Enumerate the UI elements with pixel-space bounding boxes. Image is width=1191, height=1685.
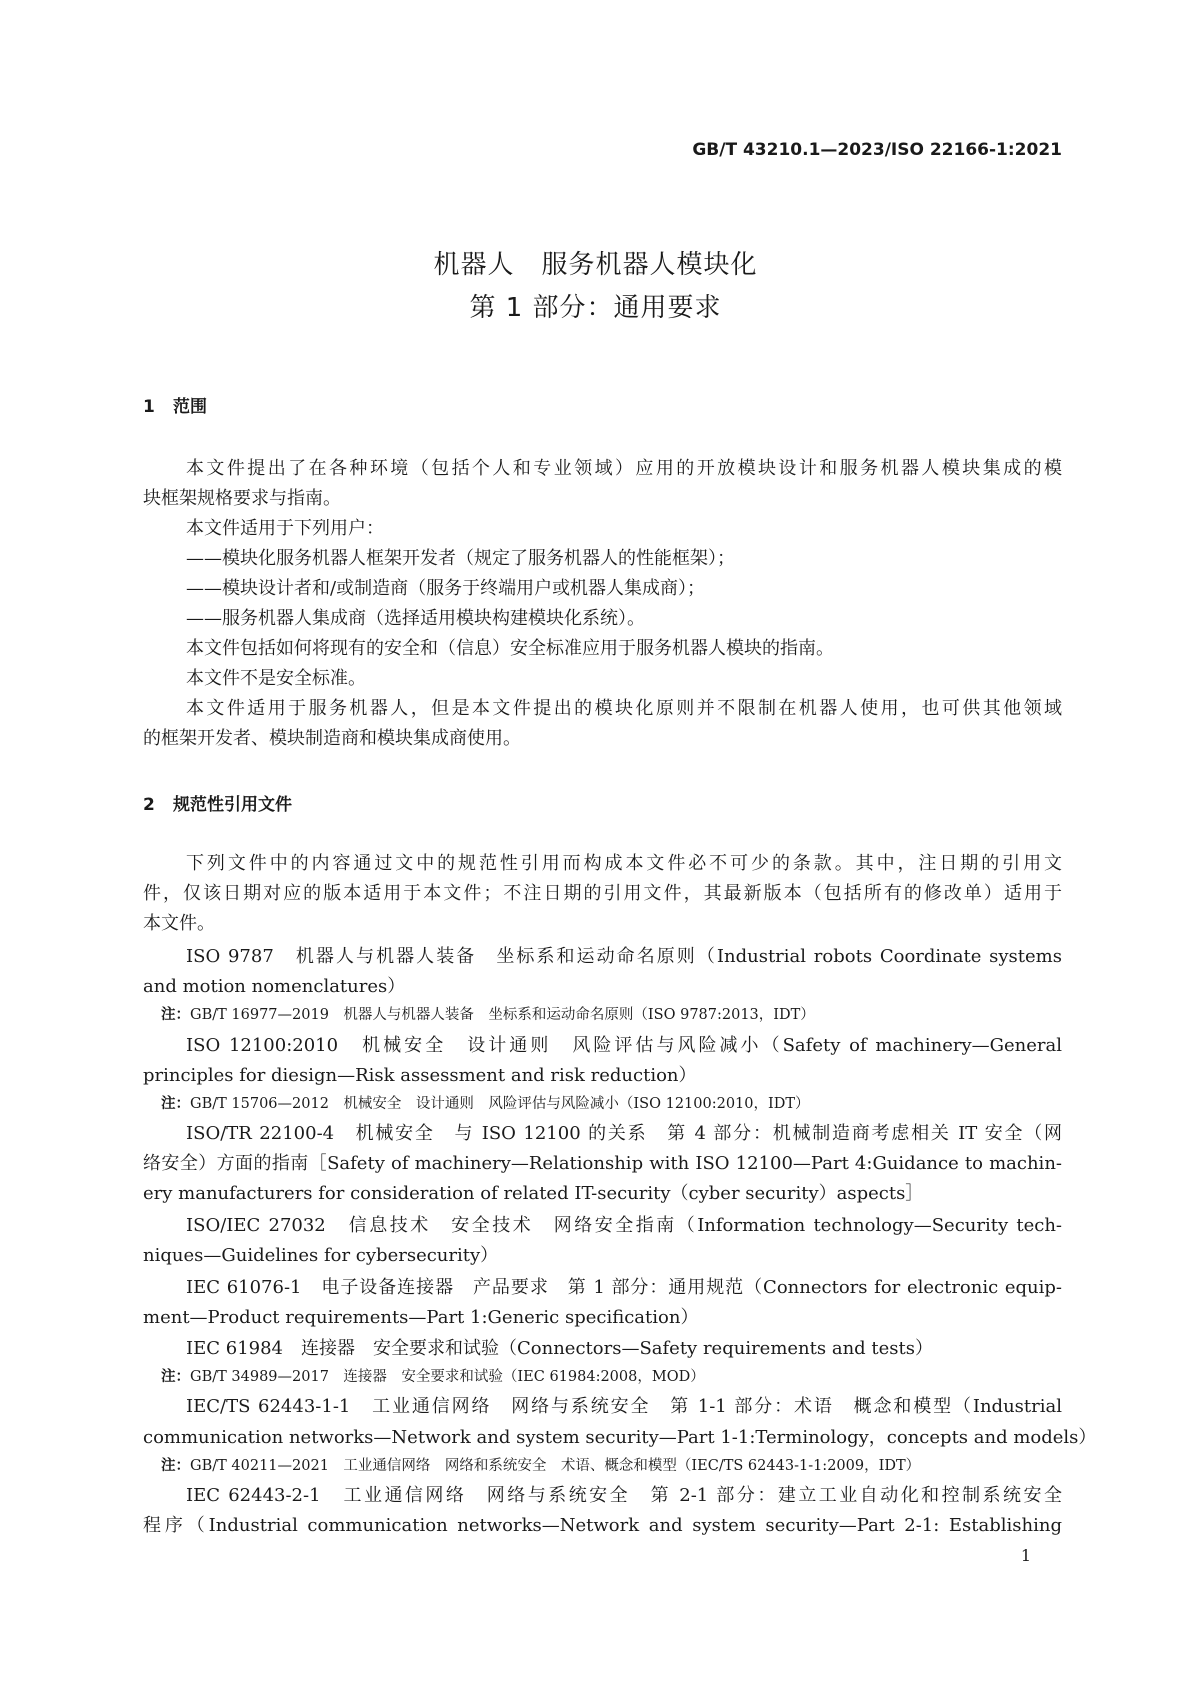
section-title: 规范性引用文件 [173,795,292,815]
reference-line: IEC 61076-1 电子设备连接器 产品要求 第 1 部分：通用规范（Connectors for electronic equip- [186,1277,1062,1298]
reference-note [161,1000,1062,1030]
paragraph-line: 本文件不是安全标准。 [186,668,366,689]
reference-line: IEC 62443-2-1 工业通信网络 网络与系统安全 第 2-1 部分：建立工业自动化和控制系统安全 [186,1485,1062,1506]
reference-note [161,1451,1062,1481]
reference-line: ISO 12100:2010 机械安全 设计通则 风险评估与风险减小（Safety of machinery—General [186,1035,1062,1056]
list-item: ——模块化服务机器人框架开发者（规定了服务机器人的性能框架）； [186,548,735,569]
reference-line: ment—Product requirements—Part 1:Generic specification） [143,1307,699,1328]
list-item: ——模块设计者和/或制造商（服务于终端用户或机器人集成商）； [186,578,706,599]
reference-line: ISO/IEC 27032 信息技术 安全技术 网络安全指南（Information technology—Security tech- [186,1215,1062,1236]
title-line-1: 机器人 服务机器人模块化 [433,250,758,280]
reference-line: IEC 61984 连接器 安全要求和试验（Connectors—Safety requirements and tests） [186,1338,933,1359]
reference-line: niques—Guidelines for cybersecurity） [143,1245,499,1266]
note-label: 注： [161,1096,190,1112]
paragraph-line: 块框架规格要求与指南。 [143,488,341,509]
reference-note [161,1362,1062,1392]
paragraph-line: 本文件提出了在各种环境（包括个人和专业领域）应用的开放模块设计和服务机器人模块集成的模 [186,458,1062,479]
reference-line: 络安全）方面的指南［Safety of machinery—Relationship with ISO 12100—Part 4:Guidance to machin- [143,1153,1062,1174]
reference-line: communication networks—Network and system security—Part 1-1:Terminology，concepts and models） [143,1427,1097,1448]
paragraph-line: 本文件包括如何将现有的安全和（信息）安全标准应用于服务机器人模块的指南。 [186,638,834,659]
reference-note [161,1089,1062,1119]
page-number: 1 [1020,1546,1031,1565]
reference-line: ery manufacturers for consideration of related IT-security（cyber security）aspects］ [143,1183,924,1204]
note-text: GB/T 16977—2019 机器人与机器人装备 坐标系和运动命名原则（ISO 9787:2013，IDT） [190,1007,815,1023]
section-number: 1 [143,397,155,417]
reference-line: and motion nomenclatures） [143,976,406,997]
paragraph-line: 的框架开发者、模块制造商和模块集成商使用。 [143,728,521,749]
note-text: GB/T 40211—2021 工业通信网络 网络和系统安全 术语、概念和模型（IEC/TS 62443-1-1:2009，IDT） [190,1458,921,1474]
paragraph-line: 本文件。 [143,913,215,934]
reference-line: ISO 9787 机器人与机器人装备 坐标系和运动命名原则（Industrial robots Coordinate systems [186,946,1062,967]
note-label: 注： [161,1007,190,1023]
title-line-2: 第 1 部分：通用要求 [469,293,722,323]
paragraph-line: 件，仅该日期对应的版本适用于本文件；不注日期的引用文件，其最新版本（包括所有的修改单）适用于 [143,883,1062,904]
note-text: GB/T 34989—2017 连接器 安全要求和试验（IEC 61984:2008，MOD） [190,1369,705,1385]
reference-line: ISO/TR 22100-4 机械安全 与 ISO 12100 的关系 第 4 部分：机械制造商考虑相关 IT 安全（网 [186,1123,1062,1144]
document-number: GB/T 43210.1—2023/ISO 22166-1:2021 [692,140,1062,160]
paragraph-line: 下列文件中的内容通过文中的规范性引用而构成本文件必不可少的条款。其中，注日期的引用文 [186,853,1062,874]
note-text: GB/T 15706—2012 机械安全 设计通则 风险评估与风险减小（ISO 12100:2010，IDT） [190,1096,810,1112]
list-item: ——服务机器人集成商（选择适用模块构建模块化系统）。 [186,608,645,629]
paragraph-line: 本文件适用于下列用户： [186,518,384,539]
note-label: 注： [161,1458,190,1474]
reference-line: IEC/TS 62443-1-1 工业通信网络 网络与系统安全 第 1-1 部分：术语 概念和模型（Industrial [186,1396,1062,1417]
section-2-heading [143,790,292,815]
reference-line: principles for diesign—Risk assessment and risk reduction） [143,1065,697,1086]
reference-line: 程序（Industrial communication networks—Network and system security—Part 2-1: Establishing [143,1515,1062,1536]
section-number: 2 [143,795,155,815]
section-title: 范围 [173,397,207,417]
note-label: 注： [161,1369,190,1385]
section-1-heading [143,392,207,417]
paragraph-line: 本文件适用于服务机器人，但是本文件提出的模块化原则并不限制在机器人使用，也可供其他领域 [186,698,1062,719]
